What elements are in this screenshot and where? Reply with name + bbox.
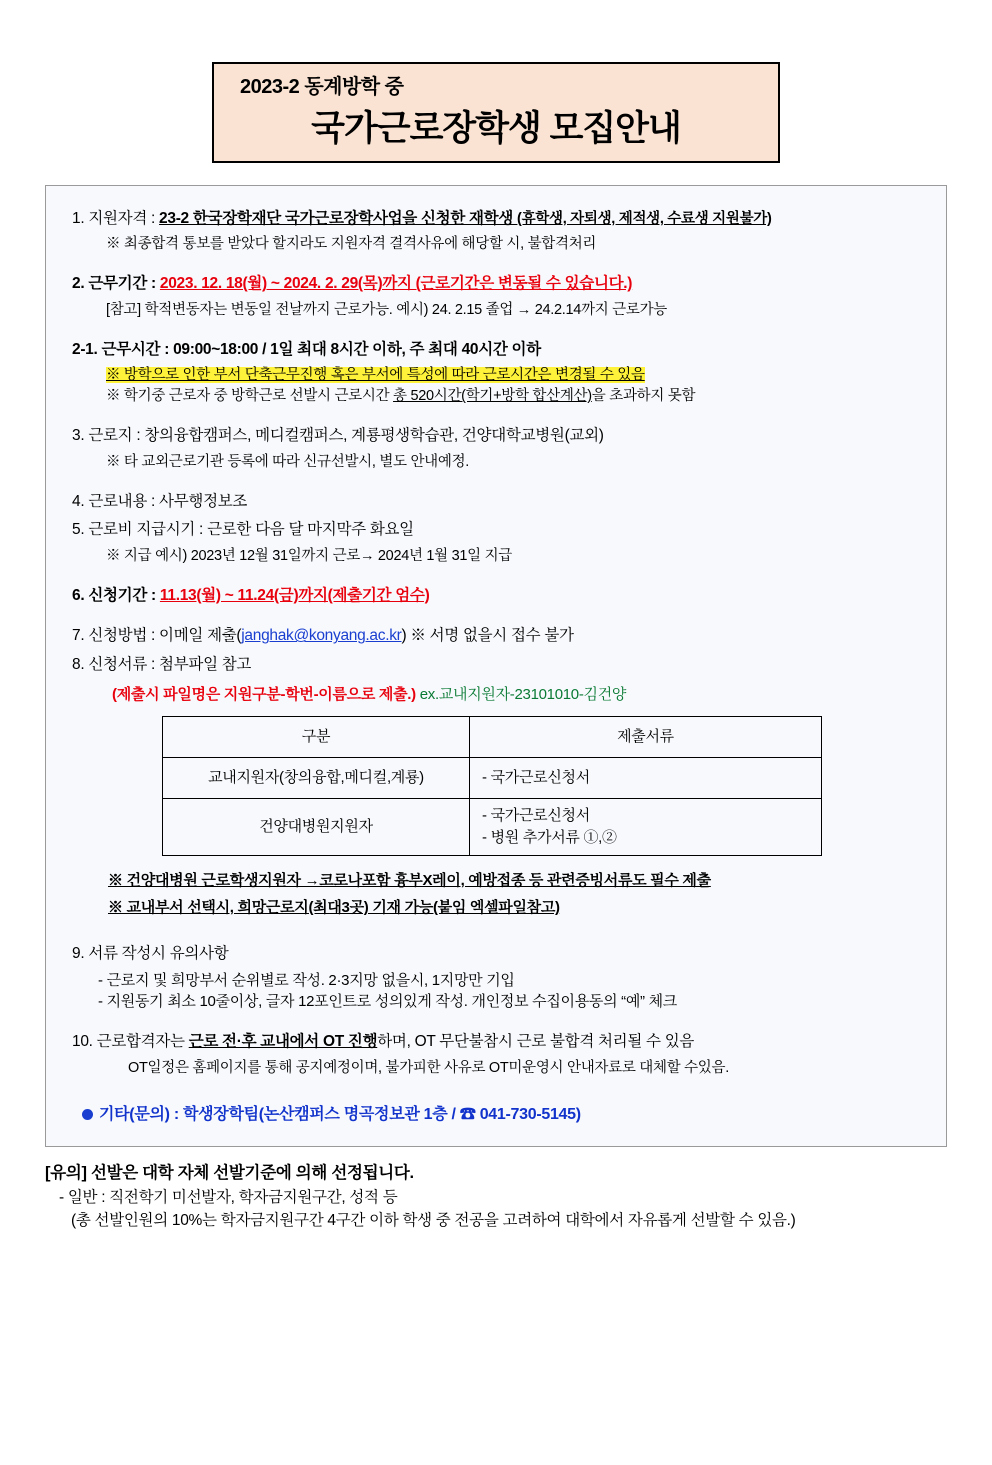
item-9-b: - 지원동기 최소 10줄이상, 글자 12포인트로 성의있게 작성. 개인정보 수집이용동의 “예” 체크: [98, 993, 677, 1011]
content-panel: [45, 185, 947, 1147]
item-1-label: 1. 지원자격 :: [72, 210, 160, 227]
contact-text: 기타(문의) : 학생장학팀(논산캠퍼스 명곡정보관 1층 / ☎ 041-730-5145): [99, 1105, 581, 1123]
page-title: 국가근로장학생 모집안내: [311, 109, 681, 148]
table-cell-docs: - 국가근로신청서: [470, 758, 822, 799]
item-cautions: 9. 서류 작성시 유의사항: [72, 945, 229, 963]
item-work-content: 4. 근로내용 : 사무행정보조: [72, 492, 248, 510]
item-10-note: OT일정은 홈페이지를 통해 공지예정이며, 불가피한 사유로 OT미운영시 안내자료로 대체할 수있음.: [128, 1059, 729, 1076]
item-2-main: 2023. 12. 18(월) ~ 2024. 2. 29(목)까지 (근로기간은 변동될 수 있습니다.): [159, 275, 633, 293]
document-page: [0, 62, 992, 1465]
table-row: [163, 758, 822, 799]
title-subtitle: 2023-2 동계방학 중: [240, 76, 404, 98]
bullet-icon: [82, 1109, 93, 1120]
table-cell-docs: [470, 799, 822, 856]
item-application-method: 7. 신청방법 : 이메일 제출(janghak@konyang.ac.kr) ※ 서명 없을시 접수 불가: [72, 627, 574, 645]
item-2-label: 2. 근무기간 :: [72, 275, 160, 293]
item-6-label: 6. 신청기간 :: [72, 586, 160, 604]
documents-table: [162, 716, 822, 856]
title-block: [0, 62, 992, 163]
note-department: ※ 교내부서 선택시, 희망근로지(최대3곳) 기재 가능(붙임 엑셀파일참고): [108, 899, 560, 917]
footer-notes: [45, 1161, 947, 1232]
item-3-note: ※ 타 교외근로기관 등록에 따라 신규선발시, 별도 안내예정.: [106, 453, 470, 470]
table-cell-type: 교내지원자(창의융합,메디컬,계룡): [163, 758, 470, 799]
item-ot: 10. 근로합격자는 근로 전·후 교내에서 OT 진행하며, OT 무단불참시 근로 불합격 처리될 수 있음: [72, 1033, 695, 1051]
item-qualification: [72, 208, 920, 230]
table-cell-type: 건양대병원지원자: [163, 799, 470, 856]
table-header-row: [163, 717, 822, 758]
item-2-1-note-1: ※ 방학으로 인한 부서 단축근무진행 혹은 부서에 특성에 따라 근로시간은 변경될 수 있음: [106, 367, 645, 384]
item-2-1-main: 09:00~18:00 / 1일 최대 8시간 이하, 주 최대 40시간 이하: [173, 340, 541, 358]
footer-line-2: (총 선발인원의 10%는 학자금지원구간 4구간 이하 학생 중 전공을 고려하여 대학에서 자유롭게 선발할 수 있음.): [71, 1211, 796, 1229]
item-2-1-note-2: ※ 학기중 근로자 중 방학근로 선발시 근로시간 총 520시간(학기+방학 합산계산)을 초과하지 못함: [106, 388, 696, 405]
table-row: [163, 799, 822, 856]
item-2-note: [참고] 학적변동자는 변동일 전날까지 근로가능. 예시) 24. 2.15 졸업 → 24.2.14까지 근로가능: [106, 301, 667, 318]
item-9-a: - 근로지 및 희망부서 순위별로 작성. 2·3지망 없을시, 1지망만 기입: [98, 971, 515, 989]
item-6-main: 11.13(월) ~ 11.24(금)까지(제출기간 엄수): [159, 586, 430, 604]
table-header-docs: 제출서류: [470, 717, 822, 758]
item-application-period: [72, 585, 920, 607]
contact-block: [82, 1103, 920, 1126]
item-8-note: (제출시 파일명은 지원구분-학번-이름으로 제출.) ex.교내지원자-23101010-김건양: [112, 686, 627, 704]
item-work-location: 3. 근로지 : 창의융합캠퍼스, 메디컬캠퍼스, 계룡평생학습관, 건양대학교병원(교외): [72, 427, 604, 445]
item-application-docs: 8. 신청서류 : 첨부파일 참고: [72, 655, 252, 673]
item-1-note: ※ 최종합격 통보를 받았다 할지라도 지원자격 결격사유에 해당할 시, 불합격처리: [106, 236, 597, 253]
item-1-paren: (휴학생, 자퇴생, 제적생, 수료생 지원불가): [517, 211, 772, 227]
item-payment-date: 5. 근로비 지급시기 : 근로한 다음 달 마지막주 화요일: [72, 521, 414, 539]
table-cell-docs-line: - 병원 추가서류 ①,②: [482, 828, 617, 846]
item-5-note: ※ 지급 예시) 2023년 12월 31일까지 근로→ 2024년 1월 31일 지급: [106, 547, 512, 564]
footer-line-1: - 일반 : 직전학기 미선발자, 학자금지원구간, 성적 등: [59, 1188, 398, 1206]
item-1-main: 23-2 한국장학재단 국가근로장학사업을 신청한 재학생: [159, 210, 518, 227]
item-2-1-label: 2-1. 근무시간 :: [72, 340, 174, 358]
item-work-period: [72, 273, 920, 295]
item-work-hours: [72, 339, 920, 361]
note-hospital: ※ 건양대병원 근로학생지원자 →코로나포함 흉부X레이, 예방접종 등 관련증빙서류도 필수 제출: [108, 871, 711, 889]
email-link[interactable]: janghak@konyang.ac.kr: [241, 627, 402, 645]
table-cell-docs-line: - 국가근로신청서: [482, 807, 590, 825]
title-box: [212, 62, 780, 163]
table-header-type: 구분: [163, 717, 470, 758]
footer-lead: [유의] 선발은 대학 자체 선발기준에 의해 선정됩니다.: [45, 1163, 414, 1182]
